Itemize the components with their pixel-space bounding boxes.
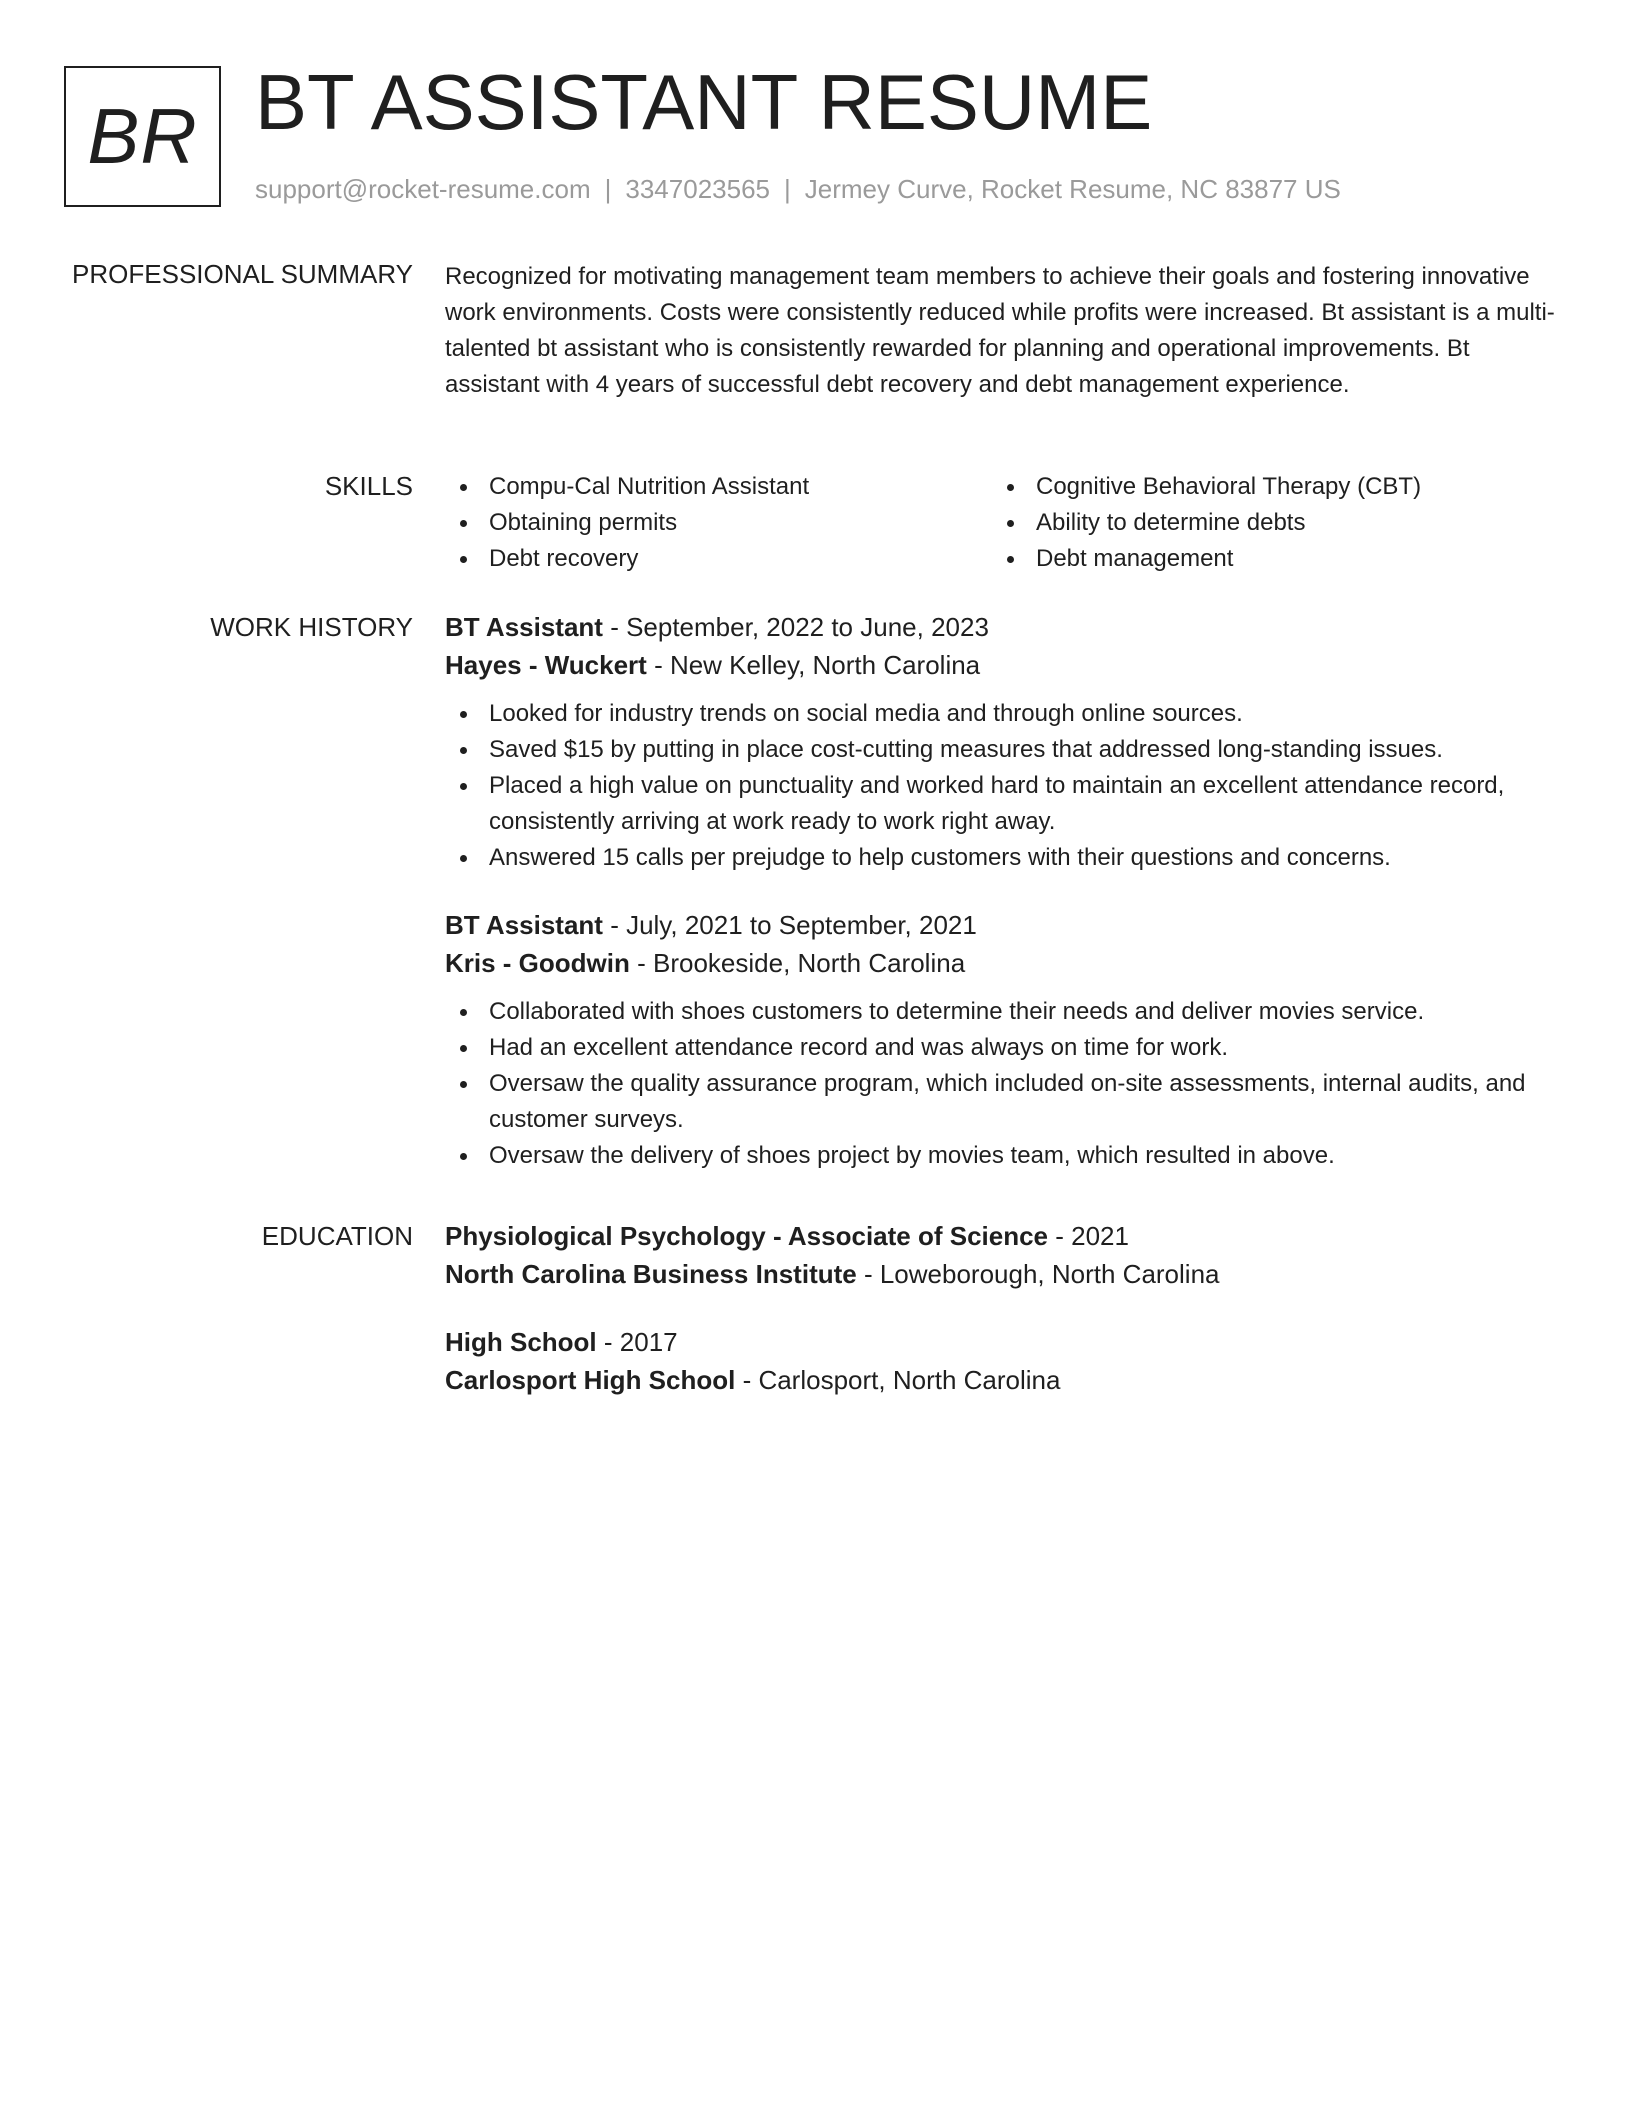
education-year: - 2021 — [1048, 1221, 1129, 1251]
education-degree: High School — [445, 1327, 597, 1357]
job-title-line — [445, 906, 1560, 944]
job-location: - Brookeside, North Carolina — [629, 948, 966, 978]
education-school-line — [445, 1361, 1560, 1399]
list-item: Placed a high value on punctuality and worked hard to maintain an excellent attendance record, consistently arriving at work ready to work right away. — [445, 768, 1560, 840]
contact-separator: | — [784, 174, 791, 204]
education-entry — [445, 1323, 1560, 1399]
skills-list-left — [445, 469, 992, 577]
summary-text: Recognized for motivating management team members to achieve their goals and fostering innovative work environments. Costs were consistently reduced while profits were increased. Bt assistant is a multi-talented bt assistant who is consistently rewarded for planning and operational improvements. Bt assistant with 4 years of successful debt recovery and debt management experience. — [445, 263, 1555, 398]
resume-title: BT ASSISTANT RESUME — [255, 58, 1153, 146]
education-degree: Physiological Psychology - Associate of Science — [445, 1221, 1049, 1251]
skills-list-right — [992, 469, 1539, 577]
education-year: - 2017 — [596, 1327, 678, 1357]
job-entry — [445, 906, 1560, 1174]
job-company: Hayes - Wuckert — [445, 650, 647, 680]
job-bullets — [445, 994, 1560, 1174]
section-label-summary: PROFESSIONAL SUMMARY — [72, 259, 413, 289]
education-degree-line — [445, 1323, 1560, 1361]
job-bullets — [445, 696, 1560, 876]
education-degree-line — [445, 1217, 1560, 1255]
job-title-line — [445, 608, 1560, 646]
list-item: Saved $15 by putting in place cost-cutting measures that addressed long-standing issues. — [445, 732, 1560, 768]
job-company: Kris - Goodwin — [445, 948, 630, 978]
job-dates: - September, 2022 to June, 2023 — [602, 612, 989, 642]
list-item: Cognitive Behavioral Therapy (CBT) — [992, 469, 1539, 505]
education-entry — [445, 1217, 1560, 1293]
job-company-line — [445, 646, 1560, 684]
list-item: Answered 15 calls per prejudge to help customers with their questions and concerns. — [445, 840, 1560, 876]
job-location: - New Kelley, North Carolina — [646, 650, 981, 680]
skills-grid — [445, 469, 1560, 577]
education-school: North Carolina Business Institute — [445, 1259, 857, 1289]
education-location: - Carlosport, North Carolina — [735, 1365, 1061, 1395]
contact-address: Jermey Curve, Rocket Resume, NC 83877 US — [804, 174, 1341, 204]
contact-phone[interactable]: 3347023565 — [625, 174, 770, 204]
education-body — [445, 1217, 1560, 1399]
job-entry — [445, 608, 1560, 876]
contact-separator: | — [604, 174, 612, 204]
education-school: Carlosport High School — [445, 1365, 736, 1395]
education-location: - Loweborough, North Carolina — [856, 1259, 1220, 1289]
list-item: Debt recovery — [445, 541, 992, 577]
contact-line — [255, 173, 1341, 205]
job-title: BT Assistant — [445, 612, 603, 642]
education-school-line — [445, 1255, 1560, 1293]
work-history-body — [445, 608, 1560, 1174]
list-item: Oversaw the delivery of shoes project by movies team, which resulted in above. — [445, 1138, 1560, 1174]
list-item: Ability to determine debts — [992, 505, 1539, 541]
list-item: Had an excellent attendance record and was always on time for work. — [445, 1030, 1560, 1066]
job-title: BT Assistant — [445, 910, 603, 940]
section-label-skills: SKILLS — [324, 471, 413, 501]
job-company-line — [445, 944, 1560, 982]
section-label-work-history: WORK HISTORY — [210, 612, 413, 642]
list-item: Obtaining permits — [445, 505, 992, 541]
job-dates: - July, 2021 to September, 2021 — [602, 910, 977, 940]
monogram-logo: BR — [64, 66, 221, 207]
contact-email[interactable]: support@rocket-resume.com — [255, 174, 591, 204]
list-item: Compu-Cal Nutrition Assistant — [445, 469, 992, 505]
list-item: Oversaw the quality assurance program, which included on-site assessments, internal audits, and customer surveys. — [445, 1066, 1560, 1138]
section-label-education: EDUCATION — [261, 1221, 413, 1251]
list-item: Collaborated with shoes customers to determine their needs and deliver movies service. — [445, 994, 1560, 1030]
skills-body — [445, 469, 1560, 577]
list-item: Debt management — [992, 541, 1539, 577]
summary-body — [445, 259, 1560, 403]
list-item: Looked for industry trends on social media and through online sources. — [445, 696, 1560, 732]
